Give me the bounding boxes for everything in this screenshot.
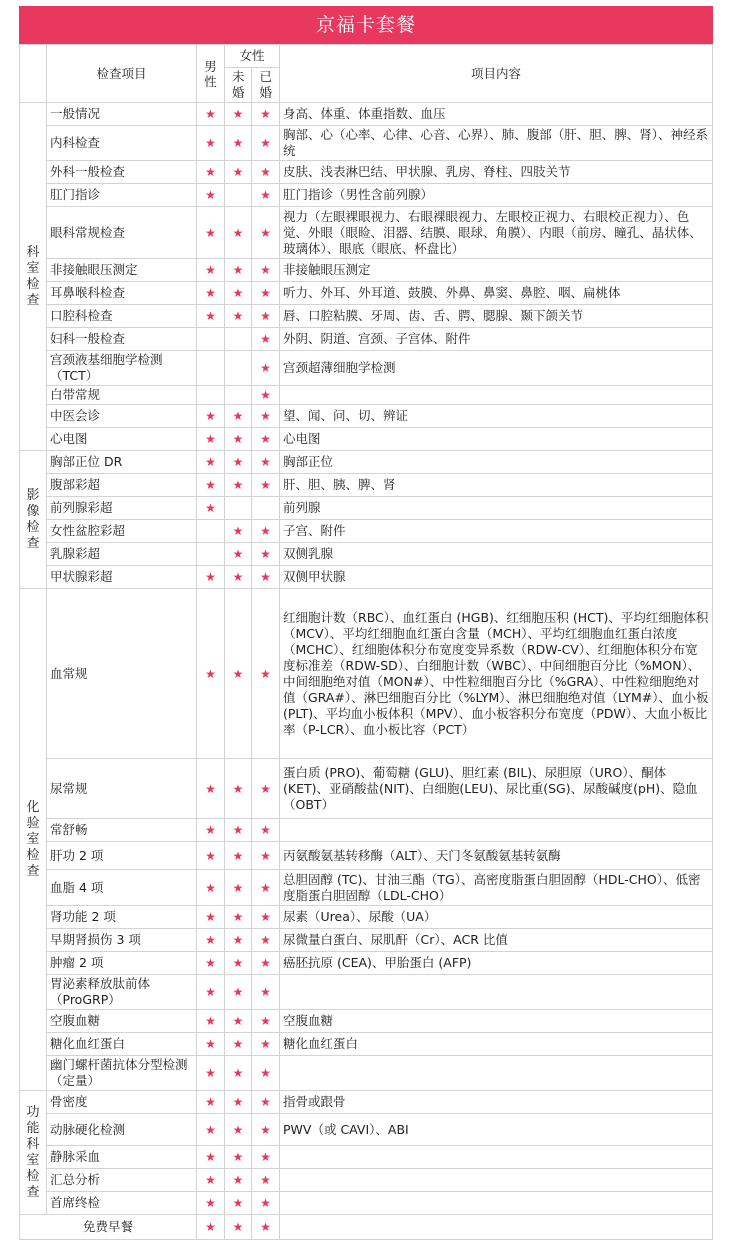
header-male: 男 性 — [197, 45, 225, 103]
item-name: 骨密度 — [47, 1091, 197, 1114]
star-icon: ★ — [225, 1010, 252, 1033]
star-icon: ★ — [197, 405, 225, 428]
page-title: 京福卡套餐 — [19, 6, 713, 44]
star-empty — [225, 386, 252, 405]
item-content: 非接触眼压测定 — [280, 259, 713, 282]
item-content: 宫颈超薄细胞学检测 — [280, 351, 713, 386]
item-name: 首席终检 — [47, 1192, 197, 1215]
item-content: 望、闻、问、切、辨证 — [280, 405, 713, 428]
star-icon: ★ — [225, 1056, 252, 1091]
star-icon: ★ — [252, 184, 280, 207]
category-imaging: 影 像 检 查 — [20, 451, 47, 589]
star-icon: ★ — [252, 975, 280, 1010]
star-icon: ★ — [225, 929, 252, 952]
header-married: 已婚 — [252, 68, 280, 103]
item-name: 乳腺彩超 — [47, 543, 197, 566]
star-empty — [225, 184, 252, 207]
item-name: 常舒畅 — [47, 819, 197, 842]
star-icon: ★ — [225, 282, 252, 305]
category-lab: 化 验 室 检 查 — [20, 589, 47, 1091]
star-icon: ★ — [225, 1169, 252, 1192]
header-item: 检查项目 — [47, 45, 197, 103]
item-content: 胸部正位 — [280, 451, 713, 474]
item-name: 宫颈液基细胞学检测（TCT） — [47, 351, 197, 386]
item-name: 空腹血糖 — [47, 1010, 197, 1033]
table-row — [20, 451, 713, 474]
star-icon: ★ — [197, 126, 225, 161]
star-icon: ★ — [252, 1091, 280, 1114]
item-name: 血常规 — [47, 589, 197, 759]
item-name: 眼科常规检查 — [47, 207, 197, 259]
item-content: 蛋白质 (PRO)、葡萄糖 (GLU)、胆红素 (BIL)、尿胆原（URO）、酮体(KET)、亚硝酸盐(NIT)、白细胞(LEU)、尿比重(SG)、尿酸碱度(pH)、隐血（OBT） — [280, 759, 713, 819]
item-name: 甲状腺彩超 — [47, 566, 197, 589]
star-icon: ★ — [225, 520, 252, 543]
star-icon: ★ — [225, 405, 252, 428]
category-dept: 科 室 检 查 — [20, 103, 47, 451]
table-row — [20, 906, 713, 929]
star-icon: ★ — [225, 259, 252, 282]
star-icon: ★ — [252, 386, 280, 405]
item-name: 静脉采血 — [47, 1146, 197, 1169]
item-content: 心电图 — [280, 428, 713, 451]
table-row — [20, 497, 713, 520]
item-name: 尿常规 — [47, 759, 197, 819]
star-empty — [197, 328, 225, 351]
item-name: 中医会诊 — [47, 405, 197, 428]
star-icon: ★ — [197, 1091, 225, 1114]
table-row — [20, 161, 713, 184]
star-icon: ★ — [197, 1114, 225, 1146]
star-icon: ★ — [252, 759, 280, 819]
header-female: 女性 — [225, 45, 280, 68]
star-icon: ★ — [252, 259, 280, 282]
star-icon: ★ — [197, 259, 225, 282]
table-row — [20, 474, 713, 497]
item-content: 肛门指诊（男性含前列腺） — [280, 184, 713, 207]
star-icon: ★ — [252, 819, 280, 842]
item-name: 动脉硬化检测 — [47, 1114, 197, 1146]
package-table — [19, 44, 713, 1240]
star-icon: ★ — [197, 952, 225, 975]
star-icon: ★ — [252, 929, 280, 952]
item-content: 皮肤、浅表淋巴结、甲状腺、乳房、脊柱、四肢关节 — [280, 161, 713, 184]
table-row — [20, 405, 713, 428]
star-icon: ★ — [197, 282, 225, 305]
item-name: 口腔科检查 — [47, 305, 197, 328]
item-content — [280, 1146, 713, 1169]
table-row — [20, 184, 713, 207]
table-row — [20, 975, 713, 1010]
table-row — [20, 566, 713, 589]
item-name: 前列腺彩超 — [47, 497, 197, 520]
star-icon: ★ — [197, 1056, 225, 1091]
table-row — [20, 952, 713, 975]
table-row — [20, 103, 713, 126]
table-row — [20, 1056, 713, 1091]
star-icon: ★ — [252, 870, 280, 906]
item-content: 双侧甲状腺 — [280, 566, 713, 589]
item-name: 胃泌素释放肽前体（ProGRP） — [47, 975, 197, 1010]
star-empty — [197, 520, 225, 543]
star-icon: ★ — [225, 428, 252, 451]
star-icon: ★ — [225, 906, 252, 929]
table-row — [20, 207, 713, 259]
star-icon: ★ — [252, 161, 280, 184]
table-row — [20, 282, 713, 305]
package-sheet — [19, 6, 713, 1240]
star-icon: ★ — [197, 589, 225, 759]
star-icon: ★ — [197, 566, 225, 589]
star-icon: ★ — [225, 566, 252, 589]
item-name: 妇科一般检查 — [47, 328, 197, 351]
category-functional: 功能 科室 检查 — [20, 1091, 47, 1215]
item-name: 非接触眼压测定 — [47, 259, 197, 282]
star-icon: ★ — [197, 451, 225, 474]
item-content: 总胆固醇 (TC)、甘油三酯（TG）、高密度脂蛋白胆固醇（HDL-CHO）、低密度脂蛋白胆固醇（LDL-CHO） — [280, 870, 713, 906]
item-content: 身高、体重、体重指数、血压 — [280, 103, 713, 126]
star-icon: ★ — [197, 1215, 225, 1240]
star-icon: ★ — [225, 819, 252, 842]
item-name: 女性盆腔彩超 — [47, 520, 197, 543]
star-icon: ★ — [225, 1215, 252, 1240]
star-icon: ★ — [252, 906, 280, 929]
item-content: 糖化血红蛋白 — [280, 1033, 713, 1056]
star-icon: ★ — [225, 759, 252, 819]
star-icon: ★ — [225, 842, 252, 870]
star-icon: ★ — [252, 207, 280, 259]
star-icon: ★ — [225, 1091, 252, 1114]
star-icon: ★ — [197, 184, 225, 207]
table-row — [20, 759, 713, 819]
star-icon: ★ — [252, 474, 280, 497]
star-icon: ★ — [225, 305, 252, 328]
star-empty — [225, 351, 252, 386]
table-row — [20, 386, 713, 405]
header-unmarried: 未婚 — [225, 68, 252, 103]
item-content — [280, 1056, 713, 1091]
item-content: 双侧乳腺 — [280, 543, 713, 566]
star-icon: ★ — [252, 1033, 280, 1056]
star-icon: ★ — [252, 351, 280, 386]
star-icon: ★ — [252, 328, 280, 351]
star-icon: ★ — [197, 428, 225, 451]
star-icon: ★ — [197, 1192, 225, 1215]
item-content — [280, 1192, 713, 1215]
star-icon: ★ — [225, 589, 252, 759]
star-icon: ★ — [225, 1033, 252, 1056]
star-icon: ★ — [252, 543, 280, 566]
star-icon: ★ — [225, 474, 252, 497]
table-row — [20, 1169, 713, 1192]
item-content: 前列腺 — [280, 497, 713, 520]
star-icon: ★ — [225, 952, 252, 975]
item-content — [280, 386, 713, 405]
item-name: 一般情况 — [47, 103, 197, 126]
item-name: 心电图 — [47, 428, 197, 451]
item-name: 肿瘤 2 项 — [47, 952, 197, 975]
star-icon: ★ — [252, 1114, 280, 1146]
table-row — [20, 1033, 713, 1056]
star-icon: ★ — [197, 1010, 225, 1033]
star-empty — [225, 328, 252, 351]
table-row — [20, 543, 713, 566]
star-icon: ★ — [252, 1192, 280, 1215]
table-row — [20, 428, 713, 451]
star-icon: ★ — [197, 1169, 225, 1192]
table-row — [20, 126, 713, 161]
item-name: 耳鼻喉科检查 — [47, 282, 197, 305]
table-row — [20, 929, 713, 952]
table-row — [20, 1192, 713, 1215]
table-row — [20, 1010, 713, 1033]
star-icon: ★ — [252, 305, 280, 328]
item-content: 尿素（Urea）、尿酸（UA） — [280, 906, 713, 929]
star-icon: ★ — [252, 952, 280, 975]
item-name: 胸部正位 DR — [47, 451, 197, 474]
star-icon: ★ — [197, 103, 225, 126]
table-row — [20, 589, 713, 759]
star-icon: ★ — [252, 451, 280, 474]
table-row — [20, 1114, 713, 1146]
star-icon: ★ — [252, 1010, 280, 1033]
star-icon: ★ — [252, 1169, 280, 1192]
star-icon: ★ — [252, 103, 280, 126]
item-name: 幽门螺杆菌抗体分型检测（定量） — [47, 1056, 197, 1091]
header-content: 项目内容 — [280, 45, 713, 103]
star-icon: ★ — [225, 126, 252, 161]
star-icon: ★ — [225, 1146, 252, 1169]
item-name: 血脂 4 项 — [47, 870, 197, 906]
item-content: 癌胚抗原 (CEA)、甲胎蛋白 (AFP) — [280, 952, 713, 975]
star-empty — [197, 386, 225, 405]
star-icon: ★ — [252, 405, 280, 428]
table-row — [20, 1215, 713, 1240]
item-content: PWV（或 CAVI）、ABI — [280, 1114, 713, 1146]
item-name: 腹部彩超 — [47, 474, 197, 497]
star-icon: ★ — [252, 520, 280, 543]
item-name: 糖化血红蛋白 — [47, 1033, 197, 1056]
star-icon: ★ — [197, 842, 225, 870]
table-header-row — [20, 45, 713, 68]
item-content: 肝、胆、胰、脾、肾 — [280, 474, 713, 497]
star-icon: ★ — [197, 1146, 225, 1169]
item-content: 丙氨酸氨基转移酶（ALT）、天门冬氨酸氨基转氨酶 — [280, 842, 713, 870]
table-row — [20, 1091, 713, 1114]
star-icon: ★ — [225, 207, 252, 259]
item-content: 唇、口腔粘膜、牙周、齿、舌、腭、腮腺、颞下颌关节 — [280, 305, 713, 328]
star-icon: ★ — [197, 906, 225, 929]
item-content: 子宫、附件 — [280, 520, 713, 543]
star-icon: ★ — [197, 474, 225, 497]
star-icon: ★ — [197, 759, 225, 819]
table-row — [20, 520, 713, 543]
star-icon: ★ — [252, 1056, 280, 1091]
item-content: 空腹血糖 — [280, 1010, 713, 1033]
star-empty — [252, 497, 280, 520]
star-empty — [225, 497, 252, 520]
breakfast-label: 免费早餐 — [20, 1215, 197, 1240]
item-name: 内科检查 — [47, 126, 197, 161]
star-icon: ★ — [252, 589, 280, 759]
item-content: 红细胞计数（RBC）、血红蛋白 (HGB)、红细胞压积 (HCT)、平均红细胞体积（MCV）、平均红细胞血红蛋白含量（MCH）、平均红细胞血红蛋白浓度（MCHC）、红细胞体积分布宽度变异系数（RDW-CV）、红细胞体积分布宽度标准差（RDW-SD）、白细胞计数（WBC）、中间细胞百分比（%MON）、中间细胞绝对值（MON#）、中性粒细胞百分比（%GRA）、中性粒细胞绝对值（GRA#）、淋巴细胞百分比（%LYM）、淋巴细胞绝对值（LYM#）、血小板 (PLT)、平均血小板体积（MPV）、血小板容积分布宽度（PDW）、大血小板比率（P-LCR）、血小板比容（PCT） — [280, 589, 713, 759]
star-icon: ★ — [197, 819, 225, 842]
star-icon: ★ — [225, 543, 252, 566]
table-row — [20, 328, 713, 351]
star-icon: ★ — [252, 566, 280, 589]
star-icon: ★ — [252, 842, 280, 870]
star-icon: ★ — [225, 451, 252, 474]
star-icon: ★ — [225, 1114, 252, 1146]
item-content — [280, 1169, 713, 1192]
star-icon: ★ — [197, 305, 225, 328]
item-name: 肾功能 2 项 — [47, 906, 197, 929]
item-name: 汇总分析 — [47, 1169, 197, 1192]
star-icon: ★ — [252, 428, 280, 451]
star-icon: ★ — [252, 126, 280, 161]
star-icon: ★ — [225, 975, 252, 1010]
star-icon: ★ — [197, 161, 225, 184]
table-row — [20, 1146, 713, 1169]
star-icon: ★ — [252, 282, 280, 305]
item-content: 听力、外耳、外耳道、鼓膜、外鼻、鼻窦、鼻腔、咽、扁桃体 — [280, 282, 713, 305]
star-icon: ★ — [225, 161, 252, 184]
table-row — [20, 819, 713, 842]
item-content: 视力（左眼裸眼视力、右眼裸眼视力、左眼校正视力、右眼校正视力）、色觉、外眼（眼睑、泪器、结膜、眼球、角膜）、内眼（前房、瞳孔、晶状体、玻璃体）、眼底（眼底、杯盘比） — [280, 207, 713, 259]
star-icon: ★ — [225, 870, 252, 906]
star-icon: ★ — [197, 870, 225, 906]
star-icon: ★ — [197, 1033, 225, 1056]
star-empty — [197, 543, 225, 566]
item-name: 肛门指诊 — [47, 184, 197, 207]
item-content — [280, 819, 713, 842]
star-icon: ★ — [225, 1192, 252, 1215]
item-name: 白带常规 — [47, 386, 197, 405]
item-content: 尿微量白蛋白、尿肌酐（Cr）、ACR 比值 — [280, 929, 713, 952]
star-icon: ★ — [197, 975, 225, 1010]
table-row — [20, 351, 713, 386]
table-row — [20, 305, 713, 328]
star-icon: ★ — [197, 929, 225, 952]
header-blank — [20, 45, 47, 103]
star-icon: ★ — [252, 1215, 280, 1240]
table-row — [20, 870, 713, 906]
item-name: 早期肾损伤 3 项 — [47, 929, 197, 952]
item-content — [280, 975, 713, 1010]
star-icon: ★ — [197, 497, 225, 520]
item-content — [280, 1215, 713, 1240]
item-name: 外科一般检查 — [47, 161, 197, 184]
item-content: 外阴、阴道、宫颈、子宫体、附件 — [280, 328, 713, 351]
star-icon: ★ — [197, 207, 225, 259]
star-empty — [197, 351, 225, 386]
table-row — [20, 842, 713, 870]
table-row — [20, 259, 713, 282]
star-icon: ★ — [252, 1146, 280, 1169]
star-icon: ★ — [225, 103, 252, 126]
item-content: 胸部、心（心率、心律、心音、心界）、肺、腹部（肝、胆、脾、肾）、神经系统 — [280, 126, 713, 161]
item-content: 指骨或跟骨 — [280, 1091, 713, 1114]
item-name: 肝功 2 项 — [47, 842, 197, 870]
